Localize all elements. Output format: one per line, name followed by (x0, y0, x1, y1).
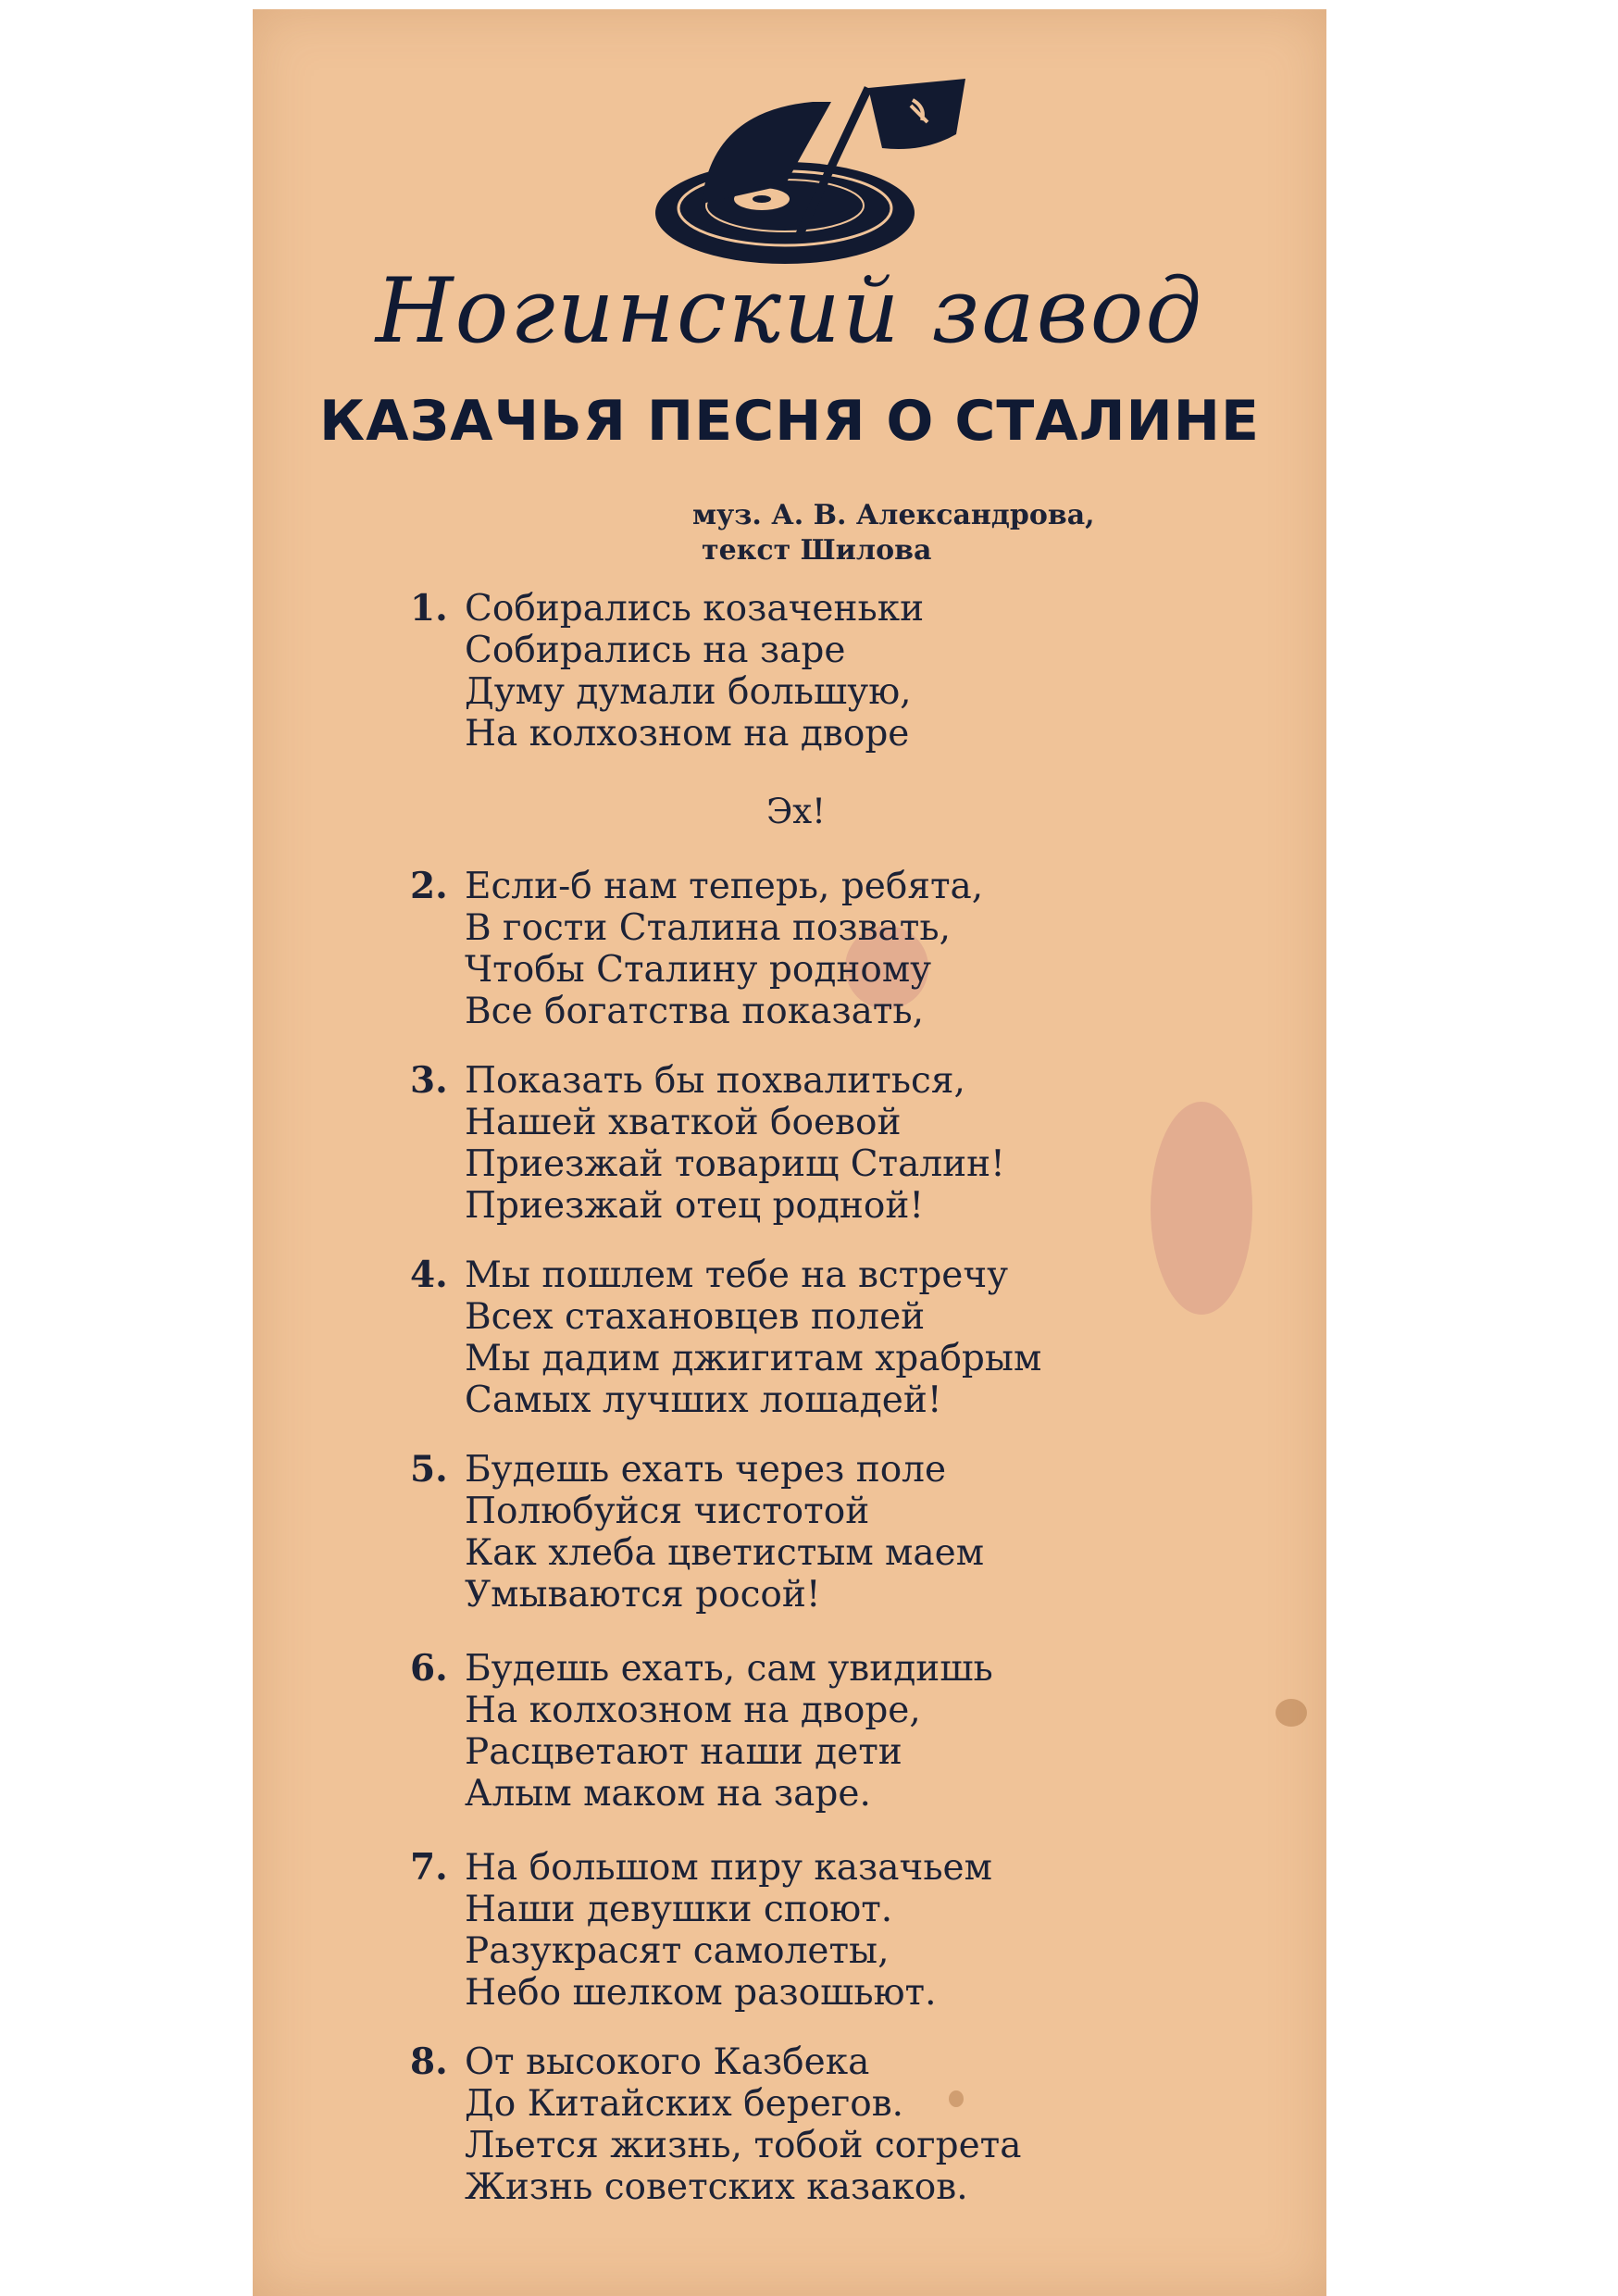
verse-line: Будешь ехать, сам увидишь (465, 1648, 993, 1690)
verse-number: 7. (410, 1846, 448, 1889)
verse-line: Показать бы похвалиться, (465, 1060, 965, 1102)
verse-line: Нашей хваткой боевой (465, 1102, 902, 1143)
verse-line: На колхозном на дворе, (465, 1690, 921, 1731)
brand-title: Ногинский завод (375, 259, 1204, 363)
verse-line: Как хлеба цветистым маем (465, 1532, 985, 1574)
verse-line: Приезжай товарищ Сталин! (465, 1143, 1005, 1185)
refrain: Эх! (766, 792, 827, 831)
verse-line: Льется жизнь, тобой согрета (465, 2125, 1022, 2166)
verse-line: Расцветают наши дети (465, 1731, 902, 1773)
verse-line: Самых лучших лошадей! (465, 1379, 942, 1421)
verse-line: Всех стахановцев полей (465, 1296, 926, 1338)
verse-number: 4. (410, 1254, 448, 1296)
verse-line: Алым маком на заре. (465, 1773, 871, 1815)
verse-line: В гости Сталина позвать, (465, 907, 952, 949)
verse-number: 5. (410, 1448, 448, 1491)
verse-line: Мы дадим джигитам храбрым (465, 1338, 1042, 1379)
verse-line: Думу думали большую, (465, 671, 912, 713)
verse-line: Если-б нам теперь, ребята, (465, 866, 984, 907)
lyrics-credit: текст Шилова (702, 534, 932, 567)
verse-line: Разукрасят самолеты, (465, 1930, 890, 1972)
verse-line: Полюбуйся чистотой (465, 1491, 870, 1532)
verse-line: Чтобы Сталину родному (465, 949, 932, 991)
verse-number: 6. (410, 1647, 448, 1690)
verse-line: Жизнь советских казаков. (465, 2166, 968, 2208)
music-credit: муз. А. В. Александрова, (692, 499, 1095, 531)
verse-line: От высокого Казбека (465, 2041, 870, 2083)
ink-stain (1151, 1102, 1252, 1315)
verse-line: Мы пошлем тебе на встречу (465, 1254, 1009, 1296)
verse-line: Будешь ехать через поле (465, 1449, 947, 1491)
leaflet (253, 9, 1326, 2296)
verse-number: 2. (410, 865, 448, 907)
song-credits (692, 498, 1095, 568)
verse-line: До Китайских берегов. (465, 2083, 904, 2125)
song-title: КАЗАЧЬЯ ПЕСНЯ О СТАЛИНЕ (319, 389, 1260, 454)
verse-number: 8. (410, 2040, 448, 2083)
verse-line: Небо шелком разошьют. (465, 1972, 937, 2014)
stain-spot (1276, 1699, 1307, 1727)
record-flag-logo (646, 74, 979, 278)
verse-line: На колхозном на дворе (465, 713, 910, 755)
verse-line: Умываются росой! (465, 1574, 821, 1616)
verse-number: 1. (410, 587, 448, 630)
verse-line: Собирались на заре (465, 630, 846, 671)
verse-number: 3. (410, 1059, 448, 1102)
verse-line: Приезжай отец родной! (465, 1185, 925, 1227)
verse-line: Все богатства показать, (465, 991, 925, 1032)
verse-line: Наши девушки споют. (465, 1889, 893, 1930)
verse-line: На большом пиру казачьем (465, 1847, 992, 1889)
verse-line: Собирались козаченьки (465, 588, 925, 630)
